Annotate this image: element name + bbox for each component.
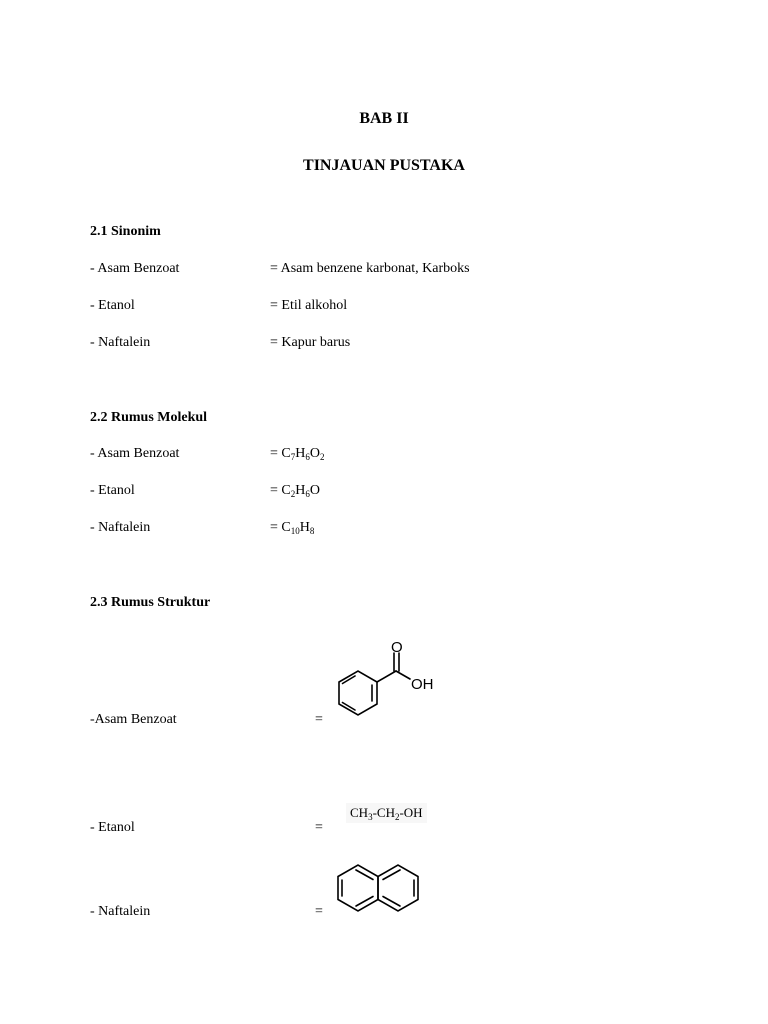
oxygen-label: O: [391, 639, 403, 656]
struktur-name-etanol: - Etanol: [90, 820, 135, 835]
molekul-formula-etanol: = $C_2H_6O$: [270, 483, 320, 499]
chapter-subtitle: TINJAUAN PUSTAKA: [303, 157, 465, 174]
molekul-formula-naftalein: = $C_{10}H_8$: [270, 520, 315, 536]
benzoic-acid-structure-icon: [328, 636, 443, 721]
molekul-name-benzoat: - Asam Benzoat: [90, 446, 180, 461]
ethanol-structure-formula: $CH_3-CH_2-OH$: [346, 803, 427, 823]
section-heading-sinonim: 2.1 Sinonim: [90, 224, 161, 239]
section-heading-rumus-molekul: 2.2 Rumus Molekul: [90, 410, 208, 425]
struktur-equals-etanol: =: [315, 820, 323, 835]
struktur-name-naftalein: - Naftalein: [90, 904, 151, 919]
sinonim-value-benzoat: = Asam benzene karbonat, Karboks: [270, 261, 470, 276]
struktur-equals-naftalein: =: [315, 904, 323, 919]
formula-equals: =: [270, 483, 282, 498]
hydroxyl-label: OH: [411, 676, 434, 693]
formula-equals: =: [270, 520, 282, 535]
sinonim-value-naftalein: = Kapur barus: [270, 335, 351, 350]
molekul-name-naftalein: - Naftalein: [90, 520, 151, 535]
struktur-equals-benzoat: =: [315, 712, 323, 727]
molekul-name-etanol: - Etanol: [90, 483, 135, 498]
sinonim-name-benzoat: - Asam Benzoat: [90, 261, 180, 276]
sinonim-name-naftalein: - Naftalein: [90, 335, 151, 350]
sinonim-name-etanol: - Etanol: [90, 298, 135, 313]
sinonim-value-etanol: = Etil alkohol: [270, 298, 348, 313]
molekul-formula-benzoat: = $C_7H_6O_2$: [270, 446, 325, 462]
naphthalene-structure-icon: [330, 855, 432, 921]
struktur-name-benzoat: -Asam Benzoat: [90, 712, 177, 727]
section-heading-rumus-struktur: 2.3 Rumus Struktur: [90, 595, 211, 610]
chapter-title: BAB II: [359, 110, 409, 127]
formula-equals: =: [270, 446, 282, 461]
